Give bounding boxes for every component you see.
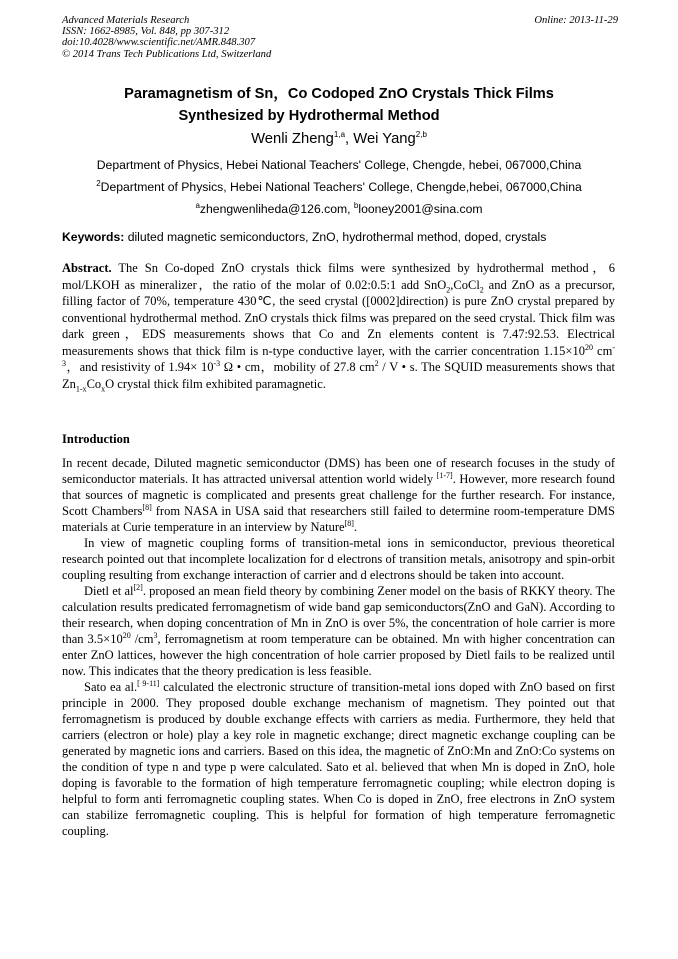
abstract-text: ,CoCl (450, 277, 480, 292)
abstract-text: The Sn Co-doped ZnO crystals thick films were synthesized by hydrothermal method，6 mol/LKOH as mineralizer，the ratio of the molar of 0.02:0.5:1 add SnO (62, 261, 615, 292)
online-date: Online: 2013-11-29 (534, 15, 618, 26)
paper-title-line1: Paramagnetism of Sn，Co Codoped ZnO Crystals Thick Films (124, 86, 554, 102)
author-2: Wei Yang (353, 131, 416, 147)
issn-line: ISSN: 1662-8985, Vol. 848, pp 307-312 (62, 26, 230, 38)
citation: [2] (133, 582, 143, 592)
citation: [8] (142, 502, 152, 512)
author-separator: , (345, 131, 354, 147)
abstract-text: Ω • cm，mobility of 27.8 cm (220, 360, 375, 374)
intro-paragraph-4 (62, 679, 615, 839)
abstract-text: / V • s. The SQUID measurements shows that Zn (62, 360, 615, 391)
journal-header (62, 15, 618, 60)
introduction-body (62, 455, 615, 839)
paragraph-text: , ferromagnetism at room temperature can be obtained. Mn with higher concentration can enter ZnO lattices, however the high concentration of hole carrier proposed by Dietl fails to be realized until now. This indicates that the theory predication is less feasible. (62, 632, 615, 678)
author-list (62, 131, 616, 147)
abstract (62, 260, 615, 392)
superscript: -3 (62, 342, 615, 368)
citation: [1-7] (436, 470, 453, 480)
paragraph-text: . However, more research found that sources of magnetic is complicated and presents great challenge for the further research. For instance, Scott Chambers (62, 472, 615, 518)
paragraph-text: Dietl et al (84, 584, 134, 598)
abstract-text: Co (86, 376, 102, 391)
email-a: zhengwenliheda@126.com, (199, 202, 354, 216)
section-heading-introduction: Introduction (62, 432, 130, 446)
author-2-sup: 2,b (415, 130, 427, 140)
intro-paragraph-1 (62, 455, 615, 535)
author-emails (62, 202, 616, 216)
abstract-label: Abstract. (62, 261, 112, 275)
paper-title-line2: Synthesized by Hydrothermal Method (178, 108, 440, 124)
intro-paragraph-2: In view of magnetic coupling forms of transition-metal ions in semiconductor, previous theoretical research pointed out that incomplete localization for d electrons of transition metals, anisotropy and spin-orbit coupling resulting from exchange interaction of carrier and d electrons should be taken into account. (62, 536, 615, 582)
paragraph-text: In recent decade, Diluted magnetic semiconductor (DMS) has been one of research focuses in the study of semiconductor materials. It has attracted universal attention world widely (62, 456, 615, 486)
abstract-text: O crystal thick film exhibited paramagnetic. (105, 376, 326, 391)
abstract-text: ，and resistivity of 1.94× 10 (66, 360, 214, 374)
superscript: 20 (122, 630, 131, 640)
subscript: x (101, 384, 106, 393)
abstract-text: cm (592, 343, 613, 358)
affiliation-2 (62, 180, 616, 194)
subscript: 1-x (75, 384, 87, 393)
paragraph-text: from NASA in USA said that researchers still failed to determine room-temperature DMS materials at Curie temperature in an interview by Nature (62, 504, 615, 534)
paragraph-text: . proposed an mean field theory by combining Zener model on the basis of RKKY theory. The calculation results predicated ferromagnetism of wide band gap semiconductors(ZnO and GaN). According to their research, when doping concentration of Mn in ZnO is over 5%, the concentration of hole carrier is more than 3.5×10 (62, 584, 615, 646)
affiliation-2-sup: 2 (96, 178, 101, 188)
email-a-sup: a (195, 200, 200, 210)
paragraph-text: . (353, 520, 357, 534)
paragraph-text: calculated the electronic structure of transition-metal ions doped with ZnO based on first principle in 2000. They proposed double exchange mechanism of magnetism. They pointed out that ferromagnetism is produced by double exchange effects with carriers as media. Furthermore, they held that carriers (electron or hole) play a key role in magnetic exchange; direct magnetic exchange coupling can be generated by magnetic ions and carriers. Based on this idea, the magnetic of ZnO:Mn and ZnO:Co systems on the condition of type n and type p were calculated. Sato et al. believed that when Mn is doped in ZnO, hole doping is favorable to the formation of high temperature ferromagnetic coupling; while electron doping is helpful to form anti ferromagnetic coupling states. When Co is doped in ZnO, free electrons in ZnO system can stabilize ferromagnetic coupling. This is helpful for formation of high temperature ferromagnetic coupling. (62, 680, 615, 838)
author-1: Wenli Zheng (251, 131, 334, 147)
email-b-sup: b (353, 200, 359, 210)
superscript: -3 (213, 358, 221, 368)
superscript: 3 (153, 630, 158, 640)
citation: [ 9-11] (137, 678, 160, 688)
keywords (62, 230, 622, 244)
subscript: 2 (446, 285, 451, 294)
doi-line: doi:10.4028/www.scientific.net/AMR.848.307 (62, 37, 256, 49)
citation: [8] (344, 518, 354, 528)
keywords-label: Keywords: (62, 230, 125, 244)
copyright-line: © 2014 Trans Tech Publications Ltd, Switzerland (62, 48, 272, 60)
affiliation-1: Department of Physics, Hebei National Teachers' College, Chengde, hebei, 067000,China (96, 158, 582, 172)
email-b: looney2001@sina.com (358, 202, 483, 216)
subscript: 2 (479, 285, 484, 294)
intro-paragraph-3 (62, 583, 615, 679)
superscript: 2 (374, 358, 379, 368)
author-1-sup: 1,a (333, 130, 346, 140)
affiliation-2-text: Department of Physics, Hebei National Teachers' College, Chengde,hebei, 067000,China (100, 180, 582, 194)
abstract-text: and ZnO as a precursor, filling factor of 70%, temperature 430℃, the seed crystal ([0002]direction) is pure ZnO crystal prepared by conventional hydrothermal method. ZnO crystals thick films was prepared on the seed crystal. Thick film was dark green，EDS measurements shows that Co and Zn elements content is 7.47:92.53. Electrical measurements shows that thick film is n-type conductive layer, with the carrier concentration 1.15×10 (62, 277, 615, 358)
paragraph-text: Sato ea al. (84, 680, 138, 694)
journal-name: Advanced Materials Research (62, 15, 190, 26)
superscript: 20 (584, 342, 593, 352)
paragraph-text: /cm (130, 632, 154, 646)
keywords-text: diluted magnetic semiconductors, ZnO, hydrothermal method, doped, crystals (124, 230, 547, 244)
